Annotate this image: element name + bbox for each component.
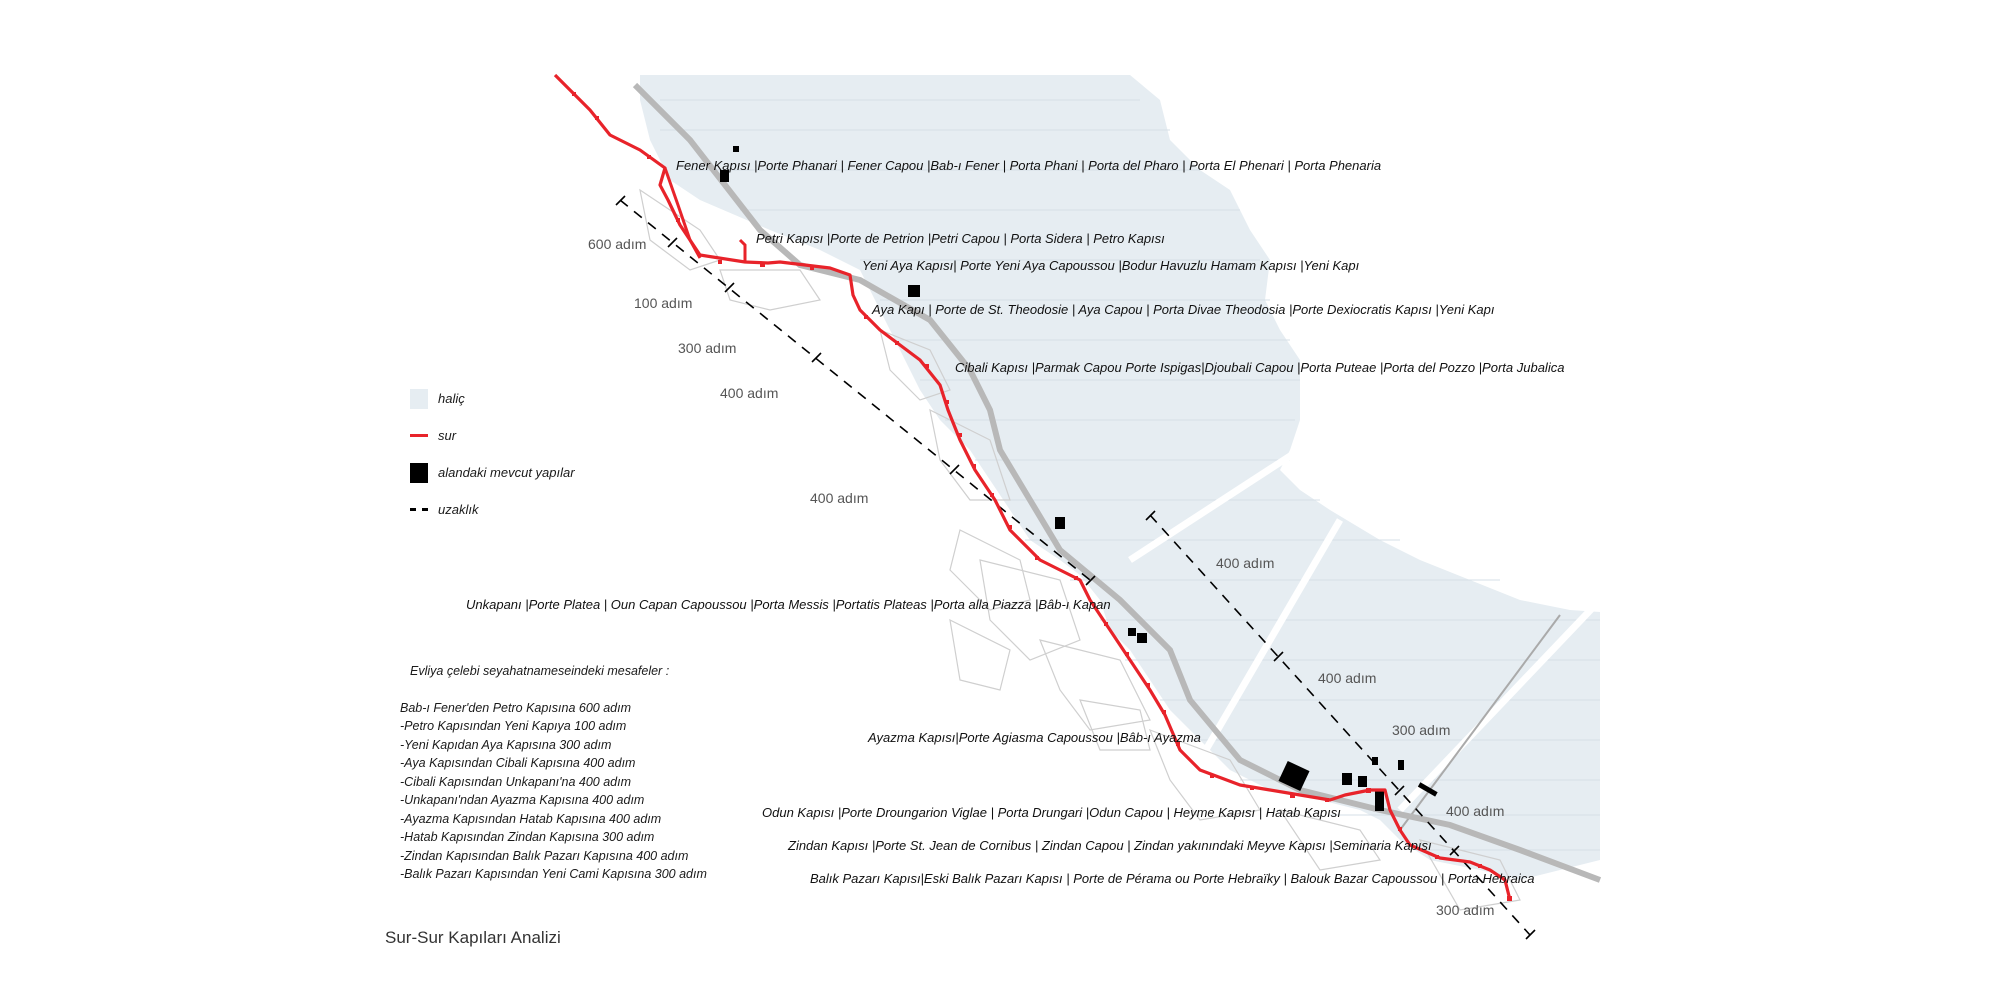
legend-item-water xyxy=(410,380,575,417)
gate-label-zindan: Zindan Kapısı |Porte St. Jean de Cornibus | Zindan Capou | Zindan yakınındaki Meyve Kapısı |Seminaria Kapısı xyxy=(788,838,1432,853)
notes-line: -Hatab Kapısından Zindan Kapısına 300 adım xyxy=(400,830,655,844)
legend-label: sur xyxy=(438,428,457,443)
notes-line: -Aya Kapısından Cibali Kapısına 400 adım xyxy=(400,756,636,770)
legend-label: alandaki mevcut yapılar xyxy=(438,465,575,480)
distance-label: 400 adım xyxy=(810,490,869,506)
distance-label: 400 adım xyxy=(720,385,779,401)
notes-line: Bab-ı Fener'den Petro Kapısına 600 adım xyxy=(400,700,631,715)
map-legend xyxy=(410,380,575,528)
distance-label: 400 adım xyxy=(1446,803,1505,819)
figure-title: Sur-Sur Kapıları Analizi xyxy=(385,928,561,947)
gate-label-fener: Fener Kapısı |Porte Phanari | Fener Capou |Bab-ı Fener | Porta Phani | Porta del Pharo | Porta El Phenari | Porta Phenaria xyxy=(676,158,1382,173)
distance-notes xyxy=(400,662,707,884)
gate-label-aya: Aya Kapı | Porte de St. Theodosie | Aya Capou | Porta Divae Theodosia |Porte Dexiocratis Kapısı |Yeni Kapı xyxy=(872,302,1495,317)
water-swatch xyxy=(410,389,428,409)
notes-line: -Petro Kapısından Yeni Kapıya 100 adım xyxy=(400,719,627,733)
legend-item-distance xyxy=(410,491,575,528)
distance-label: 300 adım xyxy=(1392,722,1451,738)
legend-label: uzaklık xyxy=(438,502,479,517)
gate-label-unkapani: Unkapanı |Porte Platea | Oun Capan Capoussou |Porta Messis |Portatis Plateas |Porta alla Piazza |Bâb-ı Kapan xyxy=(466,597,1111,612)
notes-line: -Ayazma Kapısından Hatab Kapısına 400 adım xyxy=(400,811,662,826)
legend-label: haliç xyxy=(438,391,465,406)
notes-line: -Unkapanı'ndan Ayazma Kapısına 400 adım xyxy=(400,793,645,807)
distance-label: 600 adım xyxy=(588,236,647,252)
gate-label-odun: Odun Kapısı |Porte Droungarion Viglae | Porta Drungari |Odun Capou | Heyme Kapısı | Hatab Kapısı xyxy=(762,805,1341,820)
distance-label: 400 adım xyxy=(1216,555,1275,571)
notes-line: -Zindan Kapısından Balık Pazarı Kapısına 400 adım xyxy=(400,848,689,863)
notes-heading: Evliya çelebi seyahatnameseindeki mesafeler : xyxy=(410,664,670,678)
city-wall-branch xyxy=(740,240,745,262)
gate-label-cibali: Cibali Kapısı |Parmak Capou Porte Ispigas|Djoubali Capou |Porta Puteae |Porta del Pozzo |Porta Jubalica xyxy=(955,360,1565,375)
wall-swatch xyxy=(410,434,428,437)
gate-label-balik-pazari: Balık Pazarı Kapısı|Eski Balık Pazarı Kapısı | Porte de Pérama ou Porte Hebraïky | Balouk Bazar Capoussou | Porta Hebraica xyxy=(810,871,1535,886)
distance-label: 100 adım xyxy=(634,295,693,311)
building-swatch xyxy=(410,463,428,483)
notes-line: -Yeni Kapıdan Aya Kapısına 300 adım xyxy=(400,737,612,752)
distance-label: 300 adım xyxy=(678,340,737,356)
legend-item-building xyxy=(410,454,575,491)
notes-line: -Balık Pazarı Kapısından Yeni Cami Kapısına 300 adım xyxy=(400,867,707,881)
legend-item-wall xyxy=(410,417,575,454)
distance-label: 300 adım xyxy=(1436,902,1495,918)
distance-swatch xyxy=(410,508,428,511)
halic-water xyxy=(640,75,1600,880)
gate-label-yeni-aya: Yeni Aya Kapısı| Porte Yeni Aya Capoussou |Bodur Havuzlu Hamam Kapısı |Yeni Kapı xyxy=(862,258,1360,273)
gate-label-petri: Petri Kapısı |Porte de Petrion |Petri Capou | Porta Sidera | Petro Kapısı xyxy=(756,231,1165,246)
notes-line: -Cibali Kapısından Unkapanı'na 400 adım xyxy=(400,774,632,789)
distance-label: 400 adım xyxy=(1318,670,1377,686)
gate-label-ayazma: Ayazma Kapısı|Porte Agiasma Capoussou |Bâb-ı Ayazma xyxy=(868,730,1201,745)
